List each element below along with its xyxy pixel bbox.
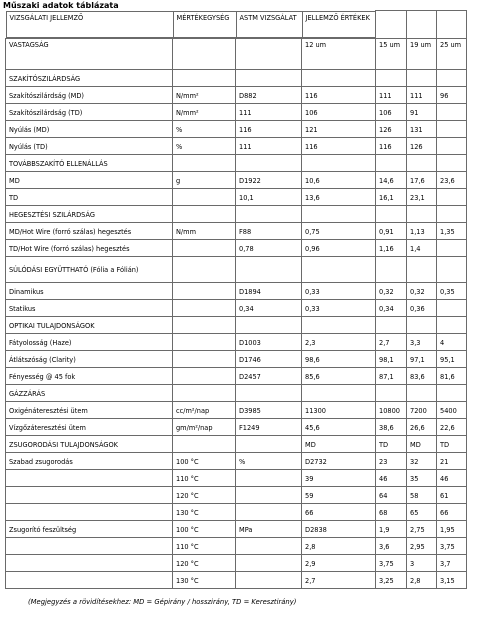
header-property: VIZSGÁLATI JELLEMZŐ — [6, 11, 173, 37]
table-cell: 116 — [376, 137, 407, 154]
table-row — [6, 554, 467, 571]
table-cell: TD — [6, 188, 173, 205]
table-cell — [236, 537, 302, 554]
table-cell: Fényesség @ 45 fok — [6, 367, 173, 384]
table-row — [6, 239, 467, 256]
table-cell: MD — [302, 435, 376, 452]
table-cell: 59 — [302, 486, 376, 503]
table-cell: g — [173, 171, 236, 188]
table-cell: 2,7 — [376, 333, 407, 350]
table-cell: F1249 — [236, 418, 302, 435]
table-cell — [407, 69, 437, 86]
table-cell: 22,6 — [437, 418, 467, 435]
table-cell: 1,95 — [437, 520, 467, 537]
table-cell — [236, 554, 302, 571]
table-row — [6, 486, 467, 503]
table-cell: 2,8 — [302, 537, 376, 554]
table-cell: 85,6 — [302, 367, 376, 384]
table-cell: D2457 — [236, 367, 302, 384]
table-cell: 1,35 — [437, 222, 467, 239]
table-cell: F88 — [236, 222, 302, 239]
table-cell — [437, 239, 467, 256]
table-cell: 0,96 — [302, 239, 376, 256]
table-cell: ZSUGORODÁSI TULAJDONSÁGOK — [6, 435, 173, 452]
table-cell — [376, 205, 407, 222]
table-cell: 96 — [437, 86, 467, 103]
table-row — [6, 418, 467, 435]
table-cell: 46 — [437, 469, 467, 486]
table-cell: SZAKÍTÓSZILÁRDSÁG — [6, 69, 173, 86]
table-row — [6, 537, 467, 554]
table-cell: 0,34 — [376, 299, 407, 316]
table-cell: 3 — [407, 554, 437, 571]
table-cell — [173, 435, 236, 452]
table-cell: 58 — [407, 486, 437, 503]
table-row — [6, 571, 467, 588]
table-cell — [6, 554, 173, 571]
table-cell: 83,6 — [407, 367, 437, 384]
table-cell — [6, 503, 173, 520]
table-cell: OPTIKAI TULAJDONSÁGOK — [6, 316, 173, 333]
table-row — [6, 503, 467, 520]
table-cell: 116 — [302, 86, 376, 103]
table-cell: Nyúlás (MD) — [6, 120, 173, 137]
table-cell — [236, 256, 302, 282]
table-cell — [236, 384, 302, 401]
table-cell — [407, 256, 437, 282]
table-row — [6, 256, 467, 282]
table-row — [6, 38, 467, 69]
table-cell — [407, 384, 437, 401]
table-cell: 120 °C — [173, 554, 236, 571]
table-cell: 111 — [407, 86, 437, 103]
table-cell: 5400 — [437, 401, 467, 418]
table-cell — [407, 205, 437, 222]
table-cell: 12 um — [302, 38, 376, 69]
table-cell: Szabad zsugorodás — [6, 452, 173, 469]
table-header-row — [6, 11, 467, 39]
table-cell: 3,75 — [437, 537, 467, 554]
table-cell: D1003 — [236, 333, 302, 350]
table-cell: % — [173, 120, 236, 137]
table-cell: 3,6 — [376, 537, 407, 554]
table-cell: 131 — [407, 120, 437, 137]
table-cell: 130 °C — [173, 571, 236, 588]
table-cell: 1,9 — [376, 520, 407, 537]
header-unit: MÉRTÉKEGYSÉG — [173, 11, 236, 37]
table-cell: 23,1 — [407, 188, 437, 205]
table-cell: TD/Hot Wire (forró szálas) hegesztés — [6, 239, 173, 256]
table-cell: 15 um — [376, 38, 407, 69]
table-cell: 87,1 — [376, 367, 407, 384]
table-cell — [437, 120, 467, 137]
table-cell: 32 — [407, 452, 437, 469]
table-row — [6, 520, 467, 537]
header-empty-cell — [376, 11, 407, 39]
table-cell — [437, 188, 467, 205]
table-cell — [236, 435, 302, 452]
table-cell: N/mm² — [173, 103, 236, 120]
table-cell — [302, 69, 376, 86]
table-cell: Átlátszóság (Clarity) — [6, 350, 173, 367]
table-cell: 26,6 — [407, 418, 437, 435]
table-cell — [376, 384, 407, 401]
table-cell: Nyúlás (TD) — [6, 137, 173, 154]
table-cell: 126 — [407, 137, 437, 154]
table-cell: 2,9 — [302, 554, 376, 571]
table-cell: 10800 — [376, 401, 407, 418]
table-cell: TD — [437, 435, 467, 452]
table-row — [6, 401, 467, 418]
table-cell: 23 — [376, 452, 407, 469]
table-cell: 97,1 — [407, 350, 437, 367]
table-cell — [6, 537, 173, 554]
table-cell — [173, 316, 236, 333]
table-cell: 3,25 — [376, 571, 407, 588]
table-cell — [437, 103, 467, 120]
table-cell: 111 — [376, 86, 407, 103]
table-cell: 1,4 — [407, 239, 437, 256]
table-cell: 10,1 — [236, 188, 302, 205]
table-cell: 110 °C — [173, 469, 236, 486]
table-cell: D1894 — [236, 282, 302, 299]
table-cell — [173, 256, 236, 282]
table-cell: 45,6 — [302, 418, 376, 435]
table-cell: 2,75 — [407, 520, 437, 537]
table-row — [6, 299, 467, 316]
table-cell: Szakítószilárdság (MD) — [6, 86, 173, 103]
table-row — [6, 86, 467, 103]
table-cell — [6, 486, 173, 503]
table-cell: 4 — [437, 333, 467, 350]
table-cell: 2,95 — [407, 537, 437, 554]
table-cell: gm/m²/nap — [173, 418, 236, 435]
table-row — [6, 350, 467, 367]
table-cell: 130 °C — [173, 503, 236, 520]
table-cell: 64 — [376, 486, 407, 503]
table-cell — [6, 469, 173, 486]
table-cell: Zsugorító feszültség — [6, 520, 173, 537]
table-cell: 21 — [437, 452, 467, 469]
table-cell: 39 — [302, 469, 376, 486]
table-row — [6, 171, 467, 188]
table-row — [6, 188, 467, 205]
table-cell: D1746 — [236, 350, 302, 367]
table-cell: VASTAGSÁG — [6, 38, 173, 69]
table-cell: D1922 — [236, 171, 302, 188]
table-cell: D2732 — [302, 452, 376, 469]
table-cell — [236, 486, 302, 503]
table-cell — [173, 333, 236, 350]
table-cell — [173, 384, 236, 401]
table-cell — [302, 316, 376, 333]
table-cell — [236, 503, 302, 520]
table-cell: 23,6 — [437, 171, 467, 188]
table-cell — [302, 256, 376, 282]
table-cell: 111 — [236, 103, 302, 120]
table-cell — [302, 205, 376, 222]
table-cell — [437, 205, 467, 222]
table-cell — [302, 154, 376, 171]
table-cell: 2,3 — [302, 333, 376, 350]
header-empty-cell — [407, 11, 437, 39]
table-row — [6, 469, 467, 486]
table-cell — [437, 69, 467, 86]
table-row — [6, 154, 467, 171]
table-cell: Oxigénáteresztési ütem — [6, 401, 173, 418]
table-cell — [236, 38, 302, 69]
table-cell: 0,36 — [407, 299, 437, 316]
table-cell: D2838 — [302, 520, 376, 537]
table-cell: 106 — [302, 103, 376, 120]
table-cell — [173, 239, 236, 256]
table-cell: 0,35 — [437, 282, 467, 299]
table-cell: 65 — [407, 503, 437, 520]
table-cell — [173, 188, 236, 205]
table-cell — [173, 205, 236, 222]
table-row — [6, 282, 467, 299]
table-cell: 7200 — [407, 401, 437, 418]
table-cell — [376, 256, 407, 282]
header-empty-cell — [437, 11, 467, 39]
table-cell: MD/Hot Wire (forró szálas) hegesztés — [6, 222, 173, 239]
table-cell: 98,6 — [302, 350, 376, 367]
header-astm: ASTM VIZSGÁLAT — [236, 11, 302, 37]
table-row — [6, 69, 467, 86]
table-cell: 116 — [302, 137, 376, 154]
table-cell — [173, 367, 236, 384]
table-cell: 46 — [376, 469, 407, 486]
table-cell — [173, 299, 236, 316]
table-cell: 16,1 — [376, 188, 407, 205]
table-cell — [236, 469, 302, 486]
abbreviation-note: (Megjegyzés a rövidítésekhez: MD = Gépirány / hosszirány, TD = Keresztirány) — [28, 598, 297, 606]
table-cell: 126 — [376, 120, 407, 137]
table-row — [6, 333, 467, 350]
table-cell: TOVÁBBSZAKÍTÓ ELLENÁLLÁS — [6, 154, 173, 171]
table-cell: 121 — [302, 120, 376, 137]
table-cell — [437, 384, 467, 401]
table-cell — [236, 69, 302, 86]
table-cell — [236, 316, 302, 333]
table-cell: D3985 — [236, 401, 302, 418]
table-cell — [407, 316, 437, 333]
table-cell: 106 — [376, 103, 407, 120]
table-cell: Szakítószilárdság (TD) — [6, 103, 173, 120]
table-cell: Fátyolosság (Haze) — [6, 333, 173, 350]
table-cell: 100 °C — [173, 520, 236, 537]
table-cell: % — [236, 452, 302, 469]
table-cell: 2,7 — [302, 571, 376, 588]
table-cell: 0,91 — [376, 222, 407, 239]
table-cell — [437, 316, 467, 333]
table-cell: MPa — [236, 520, 302, 537]
table-cell: 98,1 — [376, 350, 407, 367]
table-cell — [173, 154, 236, 171]
table-cell — [302, 384, 376, 401]
table-cell: 2,8 — [407, 571, 437, 588]
table-cell: % — [173, 137, 236, 154]
table-cell: 19 um — [407, 38, 437, 69]
table-cell: 111 — [236, 137, 302, 154]
table-cell: 0,32 — [407, 282, 437, 299]
table-cell: 68 — [376, 503, 407, 520]
table-cell — [376, 316, 407, 333]
table-cell — [236, 154, 302, 171]
technical-data-table — [5, 10, 467, 589]
table-cell — [437, 299, 467, 316]
table-cell: 17,6 — [407, 171, 437, 188]
table-cell: 91 — [407, 103, 437, 120]
table-cell: MD — [407, 435, 437, 452]
table-row — [6, 120, 467, 137]
table-cell — [236, 205, 302, 222]
table-row — [6, 367, 467, 384]
table-row — [6, 205, 467, 222]
table-cell — [6, 571, 173, 588]
table-cell: N/mm² — [173, 86, 236, 103]
table-cell: 3,15 — [437, 571, 467, 588]
table-cell: TD — [376, 435, 407, 452]
table-cell — [376, 154, 407, 171]
table-cell: 0,34 — [236, 299, 302, 316]
table-cell: 1,13 — [407, 222, 437, 239]
table-cell: 66 — [302, 503, 376, 520]
table-row — [6, 137, 467, 154]
table-cell: 3,75 — [376, 554, 407, 571]
table-cell — [437, 137, 467, 154]
table-cell: 0,75 — [302, 222, 376, 239]
header-group — [6, 11, 376, 39]
table-cell: Dinamikus — [6, 282, 173, 299]
table-cell: 10,6 — [302, 171, 376, 188]
table-cell — [173, 38, 236, 69]
table-cell: 11300 — [302, 401, 376, 418]
table-cell: 1,16 — [376, 239, 407, 256]
table-cell: Vízgőzáteresztési ütem — [6, 418, 173, 435]
table-cell: 0,33 — [302, 299, 376, 316]
page-title: Műszaki adatok táblázata — [3, 1, 119, 10]
table-cell — [376, 69, 407, 86]
table-cell: 0,32 — [376, 282, 407, 299]
table-row — [6, 384, 467, 401]
table-cell — [173, 69, 236, 86]
table-cell: Statikus — [6, 299, 173, 316]
table-cell: 35 — [407, 469, 437, 486]
table-cell — [437, 256, 467, 282]
table-cell: 61 — [437, 486, 467, 503]
table-row — [6, 103, 467, 120]
table-row — [6, 316, 467, 333]
table-cell — [173, 282, 236, 299]
table-cell — [407, 154, 437, 171]
table-cell: 3,3 — [407, 333, 437, 350]
table-cell — [173, 350, 236, 367]
table-cell — [236, 571, 302, 588]
table-cell: 66 — [437, 503, 467, 520]
table-row — [6, 435, 467, 452]
table-cell: 110 °C — [173, 537, 236, 554]
table-row — [6, 452, 467, 469]
table-cell: 25 um — [437, 38, 467, 69]
table-cell: cc/m²/nap — [173, 401, 236, 418]
table-cell: MD — [6, 171, 173, 188]
table-cell: 3,7 — [437, 554, 467, 571]
table-cell: 116 — [236, 120, 302, 137]
header-values: JELLEMZŐ ÉRTÉKEK — [302, 11, 376, 37]
table-cell: 100 °C — [173, 452, 236, 469]
table-cell: D882 — [236, 86, 302, 103]
table-cell: 14,6 — [376, 171, 407, 188]
table-row — [6, 222, 467, 239]
table-cell: 81,6 — [437, 367, 467, 384]
table-cell: 38,6 — [376, 418, 407, 435]
table-cell: N/mm — [173, 222, 236, 239]
table-cell: 0,33 — [302, 282, 376, 299]
table-cell — [437, 154, 467, 171]
table-cell: 120 °C — [173, 486, 236, 503]
table-cell: 13,6 — [302, 188, 376, 205]
table-cell: SÚLÓDÁSI EGYÜTTHATÓ (Fólia a Fólián) — [6, 256, 173, 282]
table-cell: 0,78 — [236, 239, 302, 256]
table-cell: GÁZZÁRÁS — [6, 384, 173, 401]
table-cell: 95,1 — [437, 350, 467, 367]
table-cell: HEGESZTÉSI SZILÁRDSÁG — [6, 205, 173, 222]
